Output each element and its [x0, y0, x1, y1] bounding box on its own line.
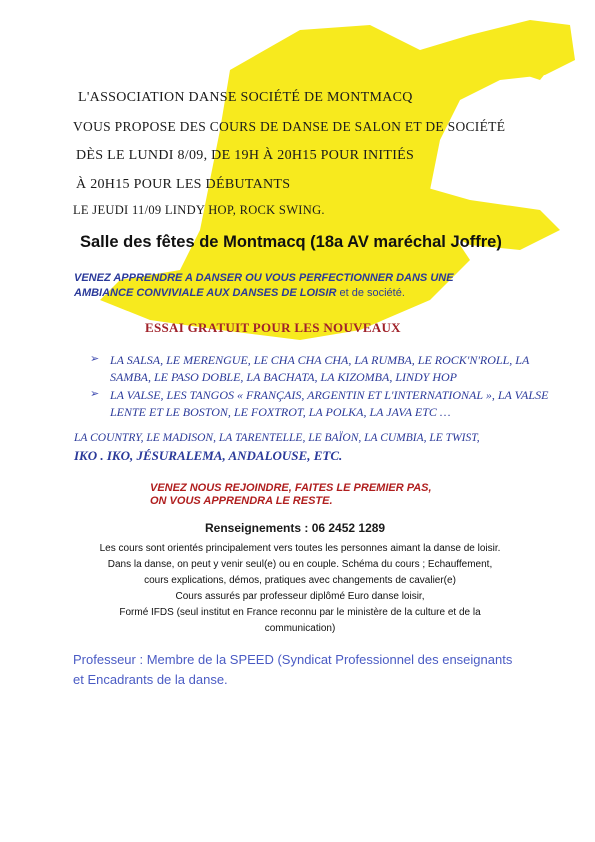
schedule-beginners: À 20H15 POUR LES DÉBUTANTS [76, 177, 291, 192]
join-line-2: ON VOUS APPRENDRA LE RESTE. [150, 495, 333, 507]
info-line-5: Formé IFDS (seul institut en France reconnu par le ministère de la culture et de la [119, 607, 481, 618]
free-trial-banner: ESSAI GRATUIT POUR LES NOUVEAUX [145, 320, 401, 335]
dance-list [90, 352, 570, 422]
info-line-3: cours explications, démos, pratiques avec changements de cavalier(e) [144, 575, 456, 586]
invite-line-2-main: AMBIANCE CONVIVIALE AUX DANSES DE LOISIR [74, 287, 337, 299]
arrow-bullet-icon: ➢ [90, 387, 100, 400]
arrow-bullet-icon: ➢ [90, 352, 100, 365]
info-line-4: Cours assurés par professeur diplômé Euro danse loisir, [175, 591, 425, 602]
dance-list-country: LA COUNTRY, LE MADISON, LA TARENTELLE, LE BAÏON, LA CUMBIA, LE TWIST, [74, 432, 480, 444]
schedule-monday: DÈS LE LUNDI 8/09, DE 19H À 20H15 POUR INITIÉS [76, 148, 415, 163]
professor-note: Professeur : Membre de la SPEED (Syndicat Professionnel des enseignants et Encadrants de la danse. [73, 652, 513, 687]
course-info [60, 541, 540, 637]
info-line-1: Les cours sont orientés principalement vers toutes les personnes aimant la danse de loisir. [99, 543, 501, 554]
venue: Salle des fêtes de Montmacq (18a AV maréchal Joffre) [80, 233, 502, 251]
dance-list-item-2: LA VALSE, LES TANGOS « FRANÇAIS, ARGENTIN ET L'INTERNATIONAL », LA VALSE LENTE ET LE BOSTON, LE FOXTROT, LA POLKA, LA JAVA ETC … [110, 388, 549, 419]
join-line-1: VENEZ NOUS REJOINDRE, FAITES LE PREMIER PAS, [150, 482, 432, 494]
info-line-2: Dans la danse, on peut y venir seul(e) ou en couple. Schéma du cours ; Echauffement, [107, 559, 493, 570]
invite-line-2 [74, 287, 405, 299]
contact-phone: Renseignements : 06 2452 1289 [205, 521, 386, 535]
proposal-line: VOUS PROPOSE DES COURS DE DANSE DE SALON ET DE SOCIÉTÉ [73, 119, 506, 134]
info-line-6: communication) [264, 623, 336, 634]
schedule-thursday: LE JEUDI 11/09 LINDY HOP, ROCK SWING. [73, 203, 325, 217]
dance-list-item-1: LA SALSA, LE MERENGUE, LE CHA CHA CHA, LA RUMBA, LE ROCK'N'ROLL, LA SAMBA, LE PASO DOBLE, LA BACHATA, LA KIZOMBA, LINDY HOP [110, 353, 530, 384]
invite-line-1: VENEZ APPRENDRE A DANSER OU VOUS PERFECTIONNER DANS UNE [74, 272, 454, 284]
association-title: L'ASSOCIATION DANSE SOCIÉTÉ DE MONTMACQ [78, 90, 413, 105]
list-item [90, 387, 570, 421]
dance-list-iko: IKO . IKO, JÉSURALEMA, ANDALOUSE, ETC. [74, 448, 343, 463]
invite-line-2-suffix: et de société. [339, 287, 405, 299]
list-item [90, 352, 570, 386]
